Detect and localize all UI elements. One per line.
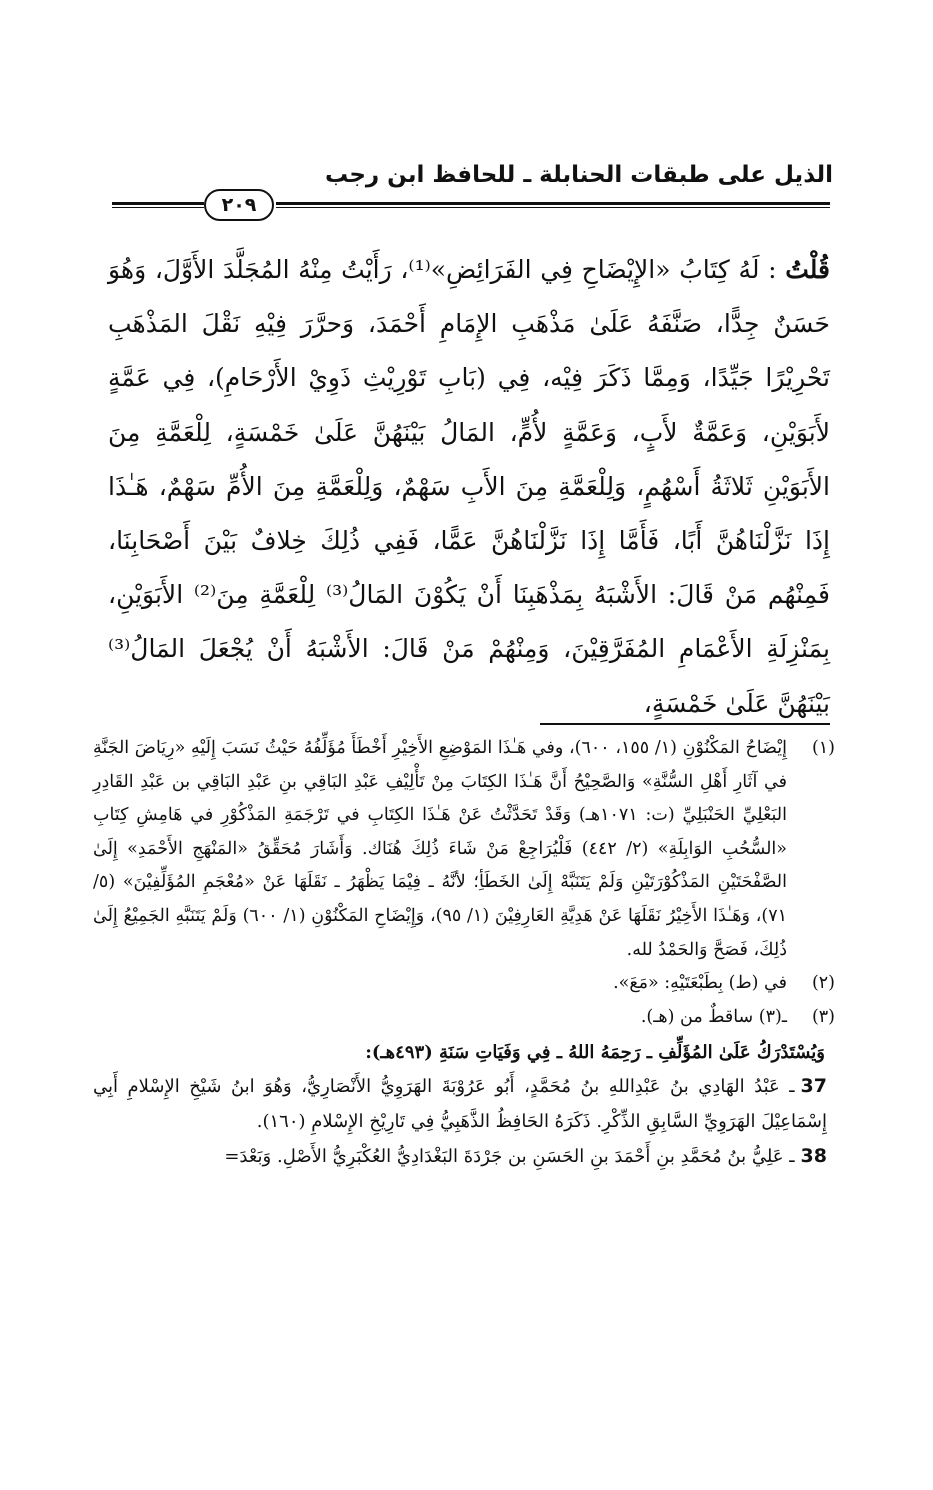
entry-number: 38 <box>800 1145 827 1168</box>
footnote-text: ـ(٣) ساقطٌ من (هـ). <box>640 1006 787 1027</box>
footnote-number: (١) <box>811 738 835 758</box>
footnote <box>93 732 835 967</box>
footnote-number: (٢) <box>811 973 835 994</box>
biography-entry <box>93 1069 835 1139</box>
page-number: ٢٠٩ <box>204 189 274 221</box>
footnote <box>93 967 835 1001</box>
biography-entry <box>93 1139 835 1175</box>
footnote-text: في (ط) بِطَبْعَتَيْهِ: «مَعَ». <box>613 973 787 994</box>
entry-text: ـ عَلِيُّ بنُ مُحَمَّدِ بنِ أَحْمَدَ بنِ الحَسَنِ بن جَرْدَةَ البَغْدَادِيُّ العُكْبَرِيُّ الأَصْلِ. وَبَعْدَ= <box>224 1146 795 1168</box>
footnotes-section <box>93 732 835 1175</box>
header-rule-left <box>112 202 204 210</box>
header-rule-right <box>276 202 830 210</box>
lead-word: قُلْتُ <box>785 255 830 284</box>
footnote-number: (٣) <box>811 1006 835 1027</box>
paragraph-body: : لَهُ كِتَابُ «الإِيْضَاحِ فِي الفَرَائِضِ»⁽¹⁾، رَأَيْتُ مِنْهُ المُجَلَّدَ الأَوَّلَ، وَهُوَ حَسَنٌ جِدًّا، صَنَّفَهُ عَلَىٰ مَذْهَبِ الإِمَامِ أَحْمَدَ، وَحرَّرَ فِيْهِ نَقْلَ المَذْهَبِ تَحْرِيْرًا جَيِّدًا، وَمِمَّا ذَكَرَ فِيْه، فِي (بَابِ تَوْرِيْثِ ذَوِيْ الأَرْحَامِ)، فِي عَمَّةٍ لأَبَوَيْنِ، وَعَمَّةٌ لأَبٍ، وَعَمَّةٍ لأُمٍّ، المَالُ بَيْنَهُنَّ عَلَىٰ خَمْسَةٍ، لِلْعَمَّةِ مِنَ الأَبَوَيْنِ ثَلاثَةُ أَسْهُمٍ، وَلِلْعَمَّةِ مِنَ الأَبِ سَهْمٌ، وَلِلْعَمَّةِ مِنَ الأُمِّ سَهْمٌ، هَـٰذَا إِذَا نَزَّلْنَاهُنَّ أَبًا، فَأَمَّا إِذَا نَزَّلْنَاهُنَّ عَمًّا، فَفِي ذُلِكَ خِلافٌ بَيْنَ أَصْحَابِنَا، فَمِنْهُم مَنْ قَالَ: الأَشْبَهُ بِمَذْهَبِنَا أَنْ يَكُوْنَ المَالُ⁽³⁾ لِلْعَمَّةِ مِنَ⁽²⁾ الأَبَوَيْنِ، بِمَنْزِلَةِ الأَعْمَامِ المُفَرَّقِيْنَ، وَمِنْهُمْ مَنْ قَالَ: الأَشْبَهُ أَنْ يُجْعَلَ المَالُ⁽³⁾ بَيْنَهُنَّ عَلَىٰ خَمْسَةٍ، <box>108 255 830 718</box>
footnote-separator <box>540 723 830 725</box>
main-text-block <box>108 243 830 731</box>
entry-text: ـ عَبْدُ الهَادِي بنُ عَبْدِاللهِ بنُ مُحَمَّدٍ، أَبُو عَرُوْبَةَ الهَرَوِيُّ الأَنْصَارِيُّ، وَهُوَ ابنُ شَيْخِ الإِسْلامِ أَبِي إِسْمَاعِيْلَ الهَرَوِيِّ السَّابِقِ الذِّكْرِ. ذَكَرَهُ الحَافِظُ الذَّهَبِيُّ فِي تَارِيْخِ الإِسْلامِ (١٦٠). <box>93 1076 827 1132</box>
footnote <box>93 1001 835 1035</box>
running-header-title: الذيل على طبقات الحنابلة ـ للحافظ ابن رجب <box>324 162 833 188</box>
addendum-heading: وَيُسْتَدْرَكُ عَلَىٰ المُؤَلِّفِ ـ رَحِمَهُ اللهُ ـ فِي وَفَيَاتِ سَنَةِ (٤٩٣هـ): <box>365 1042 825 1064</box>
main-paragraph <box>108 243 830 731</box>
header-rule <box>112 189 830 223</box>
footnote-text: إِيْضَاحُ المَكْنُوْنِ (١/ ١٥٥، ٦٠٠)، وفي هَـٰذَا المَوْضِعِ الأَخِيْرِ أَخْطَأَ مُؤَلِّفُهُ حَيْثُ نَسَبَ إِلَيْهِ «رِيَاضَ الجَنَّةِ في آثَارِ أَهْلِ السُّنَّةِ» وَالصَّحِيْحُ أَنَّ هَـٰذَا الكِتَابَ مِنْ تَأْلِيْفِ عَبْدِ البَاقِي بنِ عَبْدِ البَاقِي بن عَبْدِ القَادِرِ البَعْلِيِّ الحَنْبَلِيِّ (ت: ١٠٧١هـ) وَقَدْ تَحَدَّثْتُ عَنْ هَـٰذَا الكِتَابِ في تَرْجَمَةِ المَذْكُوْرِ في هَامِشِ كِتَابِ «السُّحُبِ الوَابِلَةِ» (٢/ ٤٤٢) فَلْيُرَاجِعْ مَنْ شَاءَ ذُلِكَ هُنَاك. وَأَشَارَ مُحَقِّقُ «المَنْهَجِ الأَحْمَدِ» إِلَىٰ الصَّفْحَتَيْنِ المَذْكُوْرَتَيْنِ وَلَمْ يَتَنَبَّهْ إِلَىٰ الخَطَأِ؛ لأنَّهُ ـ فِيْمَا يَظْهَرُ ـ نَقَلَهَا عَنْ «مُعْجَمِ المُؤَلِّفِيْنَ» (٥/ ٧١)، وَهَـٰذَا الأَخِيْرُ نَقَلَهَا عَنْ هَدِيَّةِ العَارِفِيْنَ (١/ ٩٥)، وَإِيْضَاحِ المَكْنُوْنِ (١/ ٦٠٠) وَلَمْ يَتَنَبَّهِ الجَمِيْعُ إِلَىٰ ذُلِكَ، فَصَحَّ وَالحَمْدُ لله. <box>93 738 788 960</box>
entry-number: 37 <box>800 1075 827 1098</box>
